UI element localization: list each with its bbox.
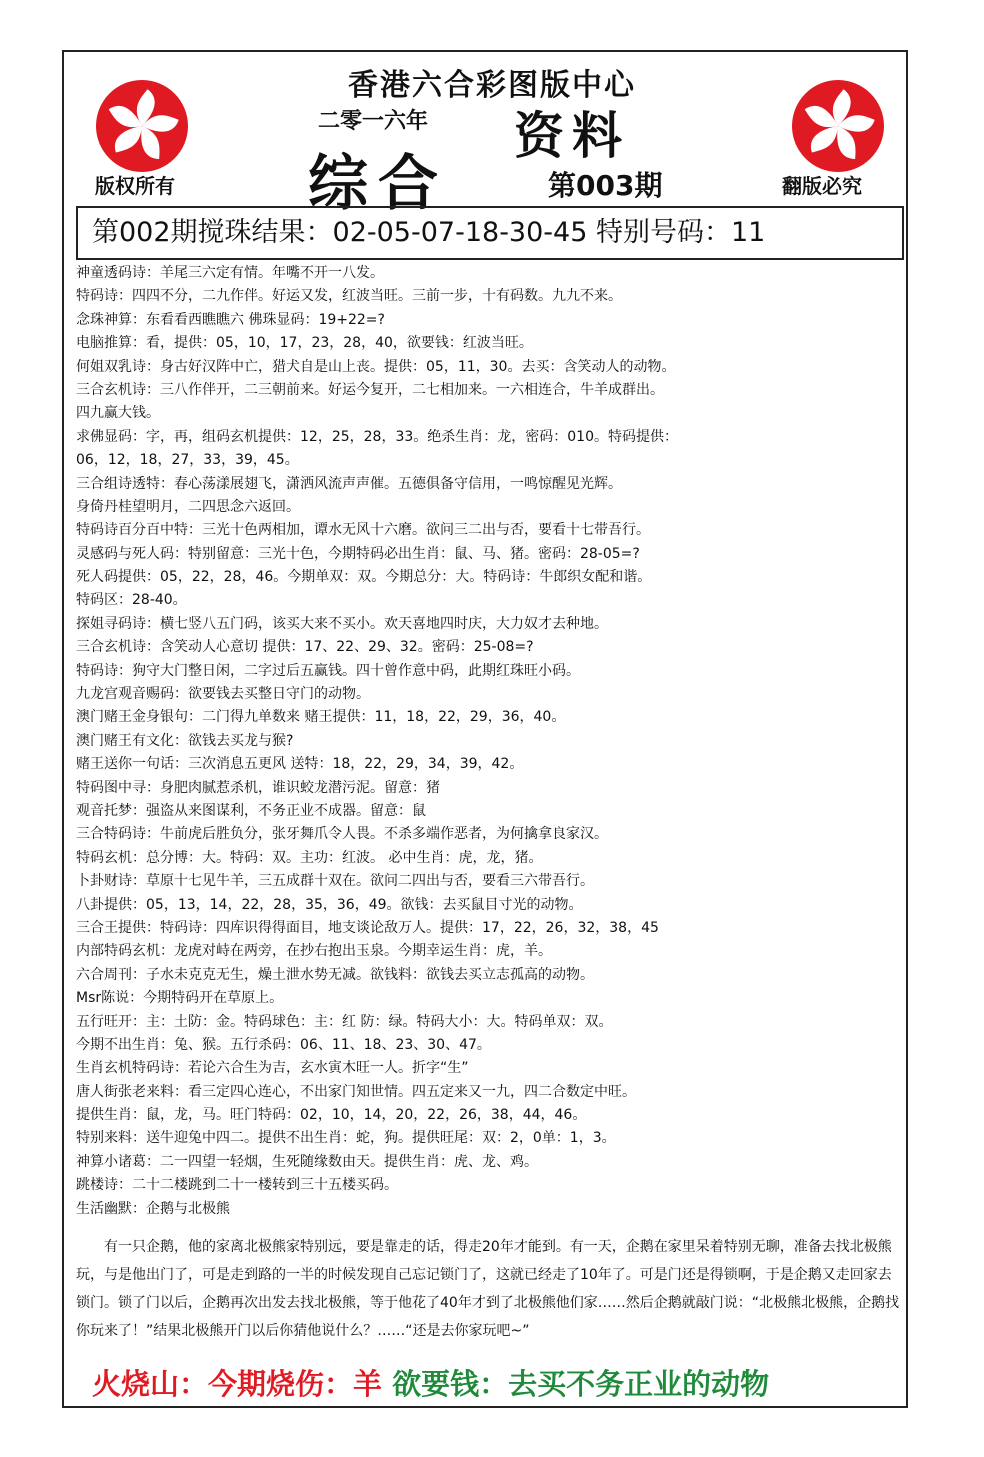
content-line: 求佛显码：字，再，组码玄机提供：12，25，28，33。绝杀生肖：龙，密码：010。特码提供： [76,428,678,445]
content-line: 四九赢大钱。 [76,405,160,422]
ziliao-heading: 资料 [514,107,630,165]
story-text: 有一只企鹅，他的家离北极熊家特别远，要是靠走的话，得走20年才能到。有一天，企鹅在家里呆着特别无聊，准备去找北极熊玩，与是他出门了，可是走到路的一半的时候发现自己忘记锁门了，这就已经走了10年了。可是门还是得锁啊，于是企鹅又走回家去锁门。锁了门以后，企鹅再次出发去找北极熊，等于他花了40年才到了北极熊他们家……然后企鹅就敲门说：“北极熊北极熊，企鹅找你玩来了！”结果北极熊开门以后你猜他说什么？……“还是去你家玩吧~” [76,1239,900,1339]
content-line: 生肖玄机特码诗：若论六合生为吉，玄水寅木旺一人。折字“生” [76,1060,469,1077]
content-line: 特码诗：狗守大门整日闲，二字过后五赢钱。四十曾作意中码，此期红珠旺小码。 [76,662,580,679]
content-line: 神童透码诗：羊尾三六定有情。年嘴不开一八发。 [76,265,384,281]
content-line: 五行旺开：主：土防：金。特码球色：主：红 防：绿。特码大小：大。特码单双：双。 [76,1013,613,1030]
content-line: 三合玄机诗：三八作伴开，二三朝前来。好运今复开，二七相加来。一六相连合，牛羊成群出。 [76,381,664,398]
content-line: 三合特码诗：牛前虎后胜负分，张牙舞爪令人畏。不杀多端作恶者，为何擒拿良家汉。 [76,826,608,843]
footer-banner [92,1362,769,1403]
content-line: 赌王送你一句话：三次消息五更风 送特：18，22，29，34，39，42。 [76,756,524,773]
content-line: 唐人街张老来料：看三定四心连心，不出家门知世情。四五定来又一九，四二合数定中旺。 [76,1083,636,1100]
zonghe-heading: 综合 [308,149,448,219]
content-line: 灵感码与死人码：特别留意：三光十色，今期特码必出生肖：鼠、马、猪。密码：28-05=? [76,545,640,562]
content-lines [76,262,900,1221]
draw-result: 第002期搅珠结果：02-05-07-18-30-45 特别号码：11 [76,206,904,260]
content-line: 06，12，18，27，33，39，45。 [76,452,299,469]
content-line: 念珠神算：东看看西瞧瞧六 佛珠显码：19+22=? [76,311,385,328]
piracy-label: 翻版必究 [782,174,862,198]
page-title: 香港六合彩图版中心 [348,68,636,103]
content-line: 身倚丹桂望明月，二四思念六返回。 [76,498,300,515]
content-line: Msr陈说：今期特码开在草原上。 [76,990,284,1007]
year-label: 二零一六年 [318,109,429,134]
content-line: 三合玄机诗：含笑动人心意切 提供：17、22、29、32。密码：25-08=? [76,639,534,656]
content-line: 特别来料：送牛迎兔中四二。提供不出生肖：蛇，狗。提供旺尾：双：2，0单：1，3。 [76,1130,616,1147]
content-line: 跳楼诗：二十二楼跳到二十一楼转到三十五楼买码。 [76,1177,398,1194]
content-line: 何姐双乳诗：身古好汉阵中亡，猎犬自是山上丧。提供：05，11，30。去买：含笑动人的动物。 [76,358,676,375]
footer-part-green: 欲要钱：去买不务正业的动物 [392,1367,770,1401]
content-line: 提供生肖：鼠，龙，马。旺门特码：02，10，14，20，22，26，38，44，46。 [76,1107,587,1124]
content-line: 卜卦财诗：草原十七见牛羊，三五成群十双在。欲问二四出与否，要看三六带吾行。 [76,873,594,890]
humor-story [76,1233,902,1345]
content-line: 观音托梦：强盗从来图谋利，不务正业不成器。留意：鼠 [76,802,426,819]
content-line: 特码诗百分百中特：三光十色两相加，谭水无风十六磨。欲问三二出与否，要看十七带吾行。 [76,522,650,539]
content-line: 特码区：28-40。 [76,592,187,609]
content-line: 特码玄机：总分博：大。特码：双。主功：红波。 必中生肖：虎，龙，猪。 [76,849,543,866]
content-line: 生活幽默：企鹅与北极熊 [76,1200,230,1217]
content-line: 六合周刊：子水未克克无生，燥土泄水势无减。欲钱料：欲钱去买立志孤高的动物。 [76,966,594,983]
content-line: 三合王提供：特码诗：四库识得得面目，地支谈论敌万人。提供：17，22，26，32，38，45 [76,919,659,936]
content-line: 今期不出生肖：兔、猴。五行杀码：06、11、18、23、30、47。 [76,1036,491,1053]
copyright-label: 版权所有 [95,174,175,198]
footer-part-red: 火烧山：今期烧伤：羊 [92,1367,383,1401]
issue-number: 第003期 [548,169,663,202]
content-line: 八卦提供：05，13，14，22，28，35，36，49。欲钱：去买鼠目寸光的动物。 [76,896,583,913]
content-line: 电脑推算：看，提供：05，10，17，23，28，40，欲要钱：红波当旺。 [76,335,533,352]
content-line: 九龙宫观音赐码：欲要钱去买整日守门的动物。 [76,686,370,703]
content-line: 澳门赌王金身银句：二门得九单数来 赌王提供：11，18，22，29，36，40。 [76,709,566,726]
content-line: 特码诗：四四不分，二九作伴。好运又发，红波当旺。三前一步，十有码数。九九不来。 [76,288,622,305]
content-line: 特码图中寻：身肥肉腻惹杀机，谁识蛟龙潜污泥。留意：猪 [76,779,440,796]
content-line: 探姐寻码诗：横七竖八五门码，该买大来不买小。欢天喜地四时庆，大力奴才去种地。 [76,615,608,632]
content-line: 内部特码玄机：龙虎对峙在两旁，在抄右抱出玉泉。今期幸运生肖：虎，羊。 [76,943,552,960]
content-line: 三合组诗透特：春心荡漾展翅飞，潇洒风流声声催。五德俱备守信用，一鸣惊醒见光辉。 [76,475,622,492]
content-line: 死人码提供：05，22，28，46。今期单双：双。今期总分：大。特码诗：牛郎织女配和谐。 [76,569,652,586]
content-line: 神算小诸葛：二一四望一轻烟，生死随缘数由天。提供生肖：虎、龙、鸡。 [76,1153,538,1170]
content-line: 澳门赌王有文化：欲钱去买龙与猴? [76,732,294,749]
